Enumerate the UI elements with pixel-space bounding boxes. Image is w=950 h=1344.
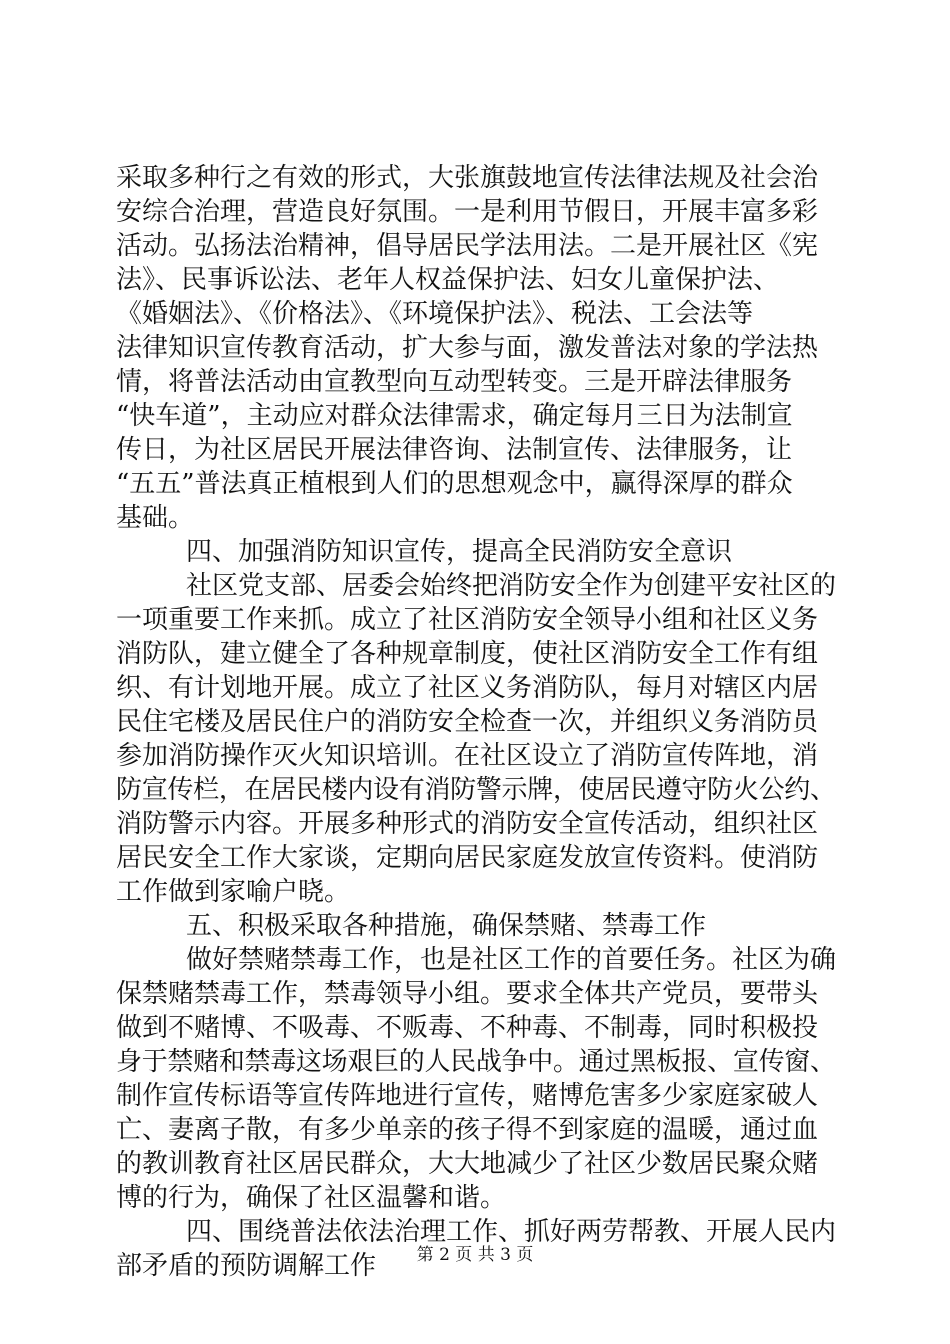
text-line: 民住宅楼及居民住户的消防安全检查一次，并组织义务消防员	[116, 707, 819, 737]
text-line: 情，将普法活动由宣教型向互动型转变。三是开辟法律服务	[116, 367, 793, 397]
document-body	[116, 161, 836, 1283]
text-line: 基础。	[116, 503, 195, 533]
text-line: 身于禁赌和禁毒这场艰巨的人民战争中。通过黑板报、宣传窗、	[116, 1047, 836, 1077]
text-line: 采取多种行之有效的形式，大张旗鼓地宣传法律法规及社会治	[116, 163, 819, 193]
text-line: 博的行为，确保了社区温馨和谐。	[116, 1183, 507, 1213]
text-line: 活动。弘扬法治精神，倡导居民学法用法。二是开展社区《宪	[116, 231, 819, 261]
text-line: 消防队，建立健全了各种规章制度，使社区消防安全工作有组	[116, 639, 819, 669]
text-line: 社区党支部、居委会始终把消防安全作为创建平安社区的	[186, 571, 837, 601]
text-line: 的教训教育社区居民群众，大大地减少了社区少数居民聚众赌	[116, 1149, 819, 1179]
text-line: 一项重要工作来抓。成立了社区消防安全领导小组和社区义务	[116, 605, 819, 635]
text-line: 工作做到家喻户晓。	[116, 877, 351, 907]
text-line: 法》、民事诉讼法、老年人权益保护法、妇女儿童保护法、	[116, 265, 780, 295]
text-line: 居民安全工作大家谈，定期向居民家庭发放宣传资料。使消防	[116, 843, 819, 873]
text-line: 制作宣传标语等宣传阵地进行宣传，赌博危害多少家庭家破人	[116, 1081, 819, 1111]
text-line: 保禁赌禁毒工作，禁毒领导小组。要求全体共产党员，要带头	[116, 979, 819, 1009]
text-line: 做好禁赌禁毒工作，也是社区工作的首要任务。社区为确	[186, 945, 837, 975]
text-line: 消防警示内容。开展多种形式的消防安全宣传活动，组织社区	[116, 809, 819, 839]
text-line: 四、加强消防知识宣传，提高全民消防安全意识	[186, 537, 733, 567]
text-line: 传日，为社区居民开展法律咨询、法制宣传、法律服务，让	[116, 435, 793, 465]
text-line: 安综合治理，营造良好氛围。一是利用节假日，开展丰富多彩	[116, 197, 819, 227]
text-line: “快车道”，主动应对群众法律需求，确定每月三日为法制宣	[116, 401, 793, 431]
text-line: 部矛盾的预防调解工作	[116, 1251, 377, 1281]
text-line: 法律知识宣传教育活动，扩大参与面，激发普法对象的学法热	[116, 333, 819, 363]
text-line: 防宣传栏，在居民楼内设有消防警示牌，使居民遵守防火公约、	[116, 775, 836, 805]
text-line: 亡、妻离子散，有多少单亲的孩子得不到家庭的温暖，通过血	[116, 1115, 819, 1145]
page-footer: 第 2 页 共 3 页	[416, 1245, 534, 1265]
text-line: 做到不赌博、不吸毒、不贩毒、不种毒、不制毒，同时积极投	[116, 1013, 819, 1043]
text-line: 四、围绕普法依法治理工作、抓好两劳帮教、开展人民内	[186, 1217, 837, 1247]
text-line: 参加消防操作灭火知识培训。在社区设立了消防宣传阵地，消	[116, 741, 819, 771]
text-line: “五五”普法真正植根到人们的思想观念中，赢得深厚的群众	[116, 469, 793, 499]
text-line: 《婚姻法》、《价格法》、《环境保护法》、税法、工会法等	[116, 299, 754, 329]
text-line: 五、积极采取各种措施，确保禁赌、禁毒工作	[186, 911, 707, 941]
text-line: 织、有计划地开展。成立了社区义务消防队，每月对辖区内居	[116, 673, 819, 703]
